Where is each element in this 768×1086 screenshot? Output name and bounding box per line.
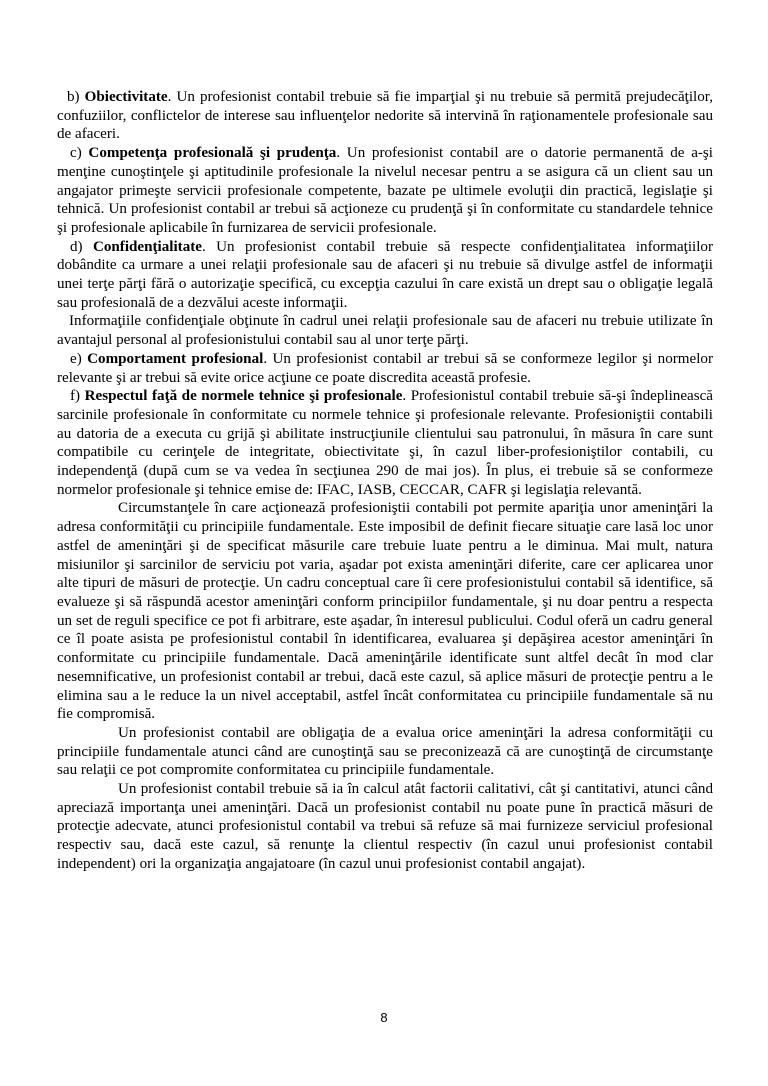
principle-confidentiality: d) Confidenţialitate. Un profesionist contabil trebuie să respecte confidenţialitatea informaţiilor dobândite ca urmare a unei relaţii profesionale sau de afaceri şi nu trebuie să divulge astfel de informaţii unei terţe părţi fără o autorizaţie specifică, cu excepţia cazului în care există un drept sau o obligaţie legală sau profesională de a dezvălui aceste informaţii.	[57, 238, 713, 311]
principle-term: Respectul faţă de normele tehnice şi profesionale	[84, 388, 403, 405]
paragraph: Un profesionist contabil trebuie să ia în calcul atât factorii calitativi, cât şi cantitativi, atunci când apreciază importanţa unei ameninţări. Dacă un profesionist contabil nu poate pune în practică măsuri de protecţie adecvate, atunci profesionistul contabil va trebui să refuze să mai furnizeze serviciul profesional respectiv sau, dacă este cazul, să renunţe la clientul respectiv (în cazul unui profesionist contabil independent) ori la organizaţia angajatoare (în cazul unui profesionist contabil angajat).	[57, 781, 713, 872]
paragraph: Circumstanţele în care acţionează profesioniştii contabili pot permite apariţia unor ameninţări la adresa conformităţii cu principiile fundamentale. Este imposibil de definit fiecare situaţie care lasă loc unor astfel de ameninţări şi de specificat măsurile care trebuie luate pentru a le diminua. Mai mult, natura misiunilor şi sarcinilor de serviciu pot varia, aşadar pot exista ameninţări diferite, care cer aplicarea unor alte tipuri de măsuri de protecţie. Un cadru conceptual care îi cere profesionistului contabil să identifice, să evalueze şi să răspundă acestor ameninţări conform principiilor fundamentale, şi nu doar pentru a respecta un set de reguli specifice ce pot fi arbitrare, este aşadar, în interesul publicului. Codul oferă un cadru general ce îl poate asista pe profesionistul contabil în identificarea, evaluarea şi depăşirea acestor ameninţări în conformitate cu principiile fundamentale. Dacă ameninţările identificate sunt altfel decât în mod clar nesemnificative, un profesionist contabil ar trebui, dacă este cazul, să aplice măsuri de protecţie pentru a le elimina sau a le reduce la un nivel acceptabil, astfel încât conformitatea cu principiile fundamentale să nu fie compromisă.	[57, 500, 713, 723]
principle-competence: c) Competenţa profesională şi prudenţa. Un profesionist contabil are o datorie permanentă de a-şi menţine cunoştinţele şi aptitudinile profesionale la nivelul necesar pentru a se asigura că un client sau un angajator primeşte servicii profesionale competente, bazate pe ultimele evoluţii din practică, legislaţie şi tehnică. Un profesionist contabil ar trebui să acţioneze cu prudenţă şi în conformitate cu standardele tehnice şi profesionale aplicabile în furnizarea de servicii profesionale.	[57, 145, 713, 236]
confidential-note: Informaţiile confidenţiale obţinute în cadrul unei relaţii profesionale sau de afaceri nu trebuie utilizate în avantajul personal al profesionistului contabil sau al unor terţe părţi.	[57, 313, 713, 349]
principle-objectivity: b) Obiectivitate. Un profesionist contabil trebuie să fie imparţial şi nu trebuie să permită prejudecăţilor, confuziilor, conflictelor de interese sau influenţelor nedorite să intervină în raţionamentele profesionale sau de afaceri.	[57, 89, 713, 143]
principle-term: Confidenţialitate	[92, 238, 202, 255]
principle-professional-behavior: e) Comportament profesional. Un profesionist contabil ar trebui să se conformeze legilor şi normelor relevante şi ar trebui să evite orice acţiune ce poate discredita această profesie.	[57, 350, 714, 386]
principle-term: Competenţa profesională şi prudenţa	[88, 145, 337, 162]
paragraph: Un profesionist contabil are obligaţia de a evalua orice ameninţări la adresa conformităţii cu principiile fundamentale atunci când are cunoştinţă sau se preconizează că are cunoştinţă de circumstanţe sau relaţii ce pot compromite conformitatea cu principiile fundamentale.	[57, 724, 713, 779]
principle-term: Comportament profesional	[87, 350, 264, 367]
document-body	[57, 88, 713, 874]
principle-technical-standards: f) Respectul faţă de normele tehnice şi profesionale. Profesionistul contabil trebuie să-şi îndeplinească sarcinile profesionale în conformitate cu normele tehnice şi profesionale relevante. Profesioniştii contabili au datoria de a executa cu grijă şi abilitate instrucţiunile clientului sau patronului, în măsura în care sunt compatibile cu cerinţele de integritate, obiectivitate şi, în cazul liber-profesioniştilor contabili, cu independenţă (după cum se va vedea în secţiunea 290 de mai jos). În plus, ei trebuie să se conformeze normelor profesionale şi tehnice emise de: IFAC, IASB, CECCAR, CAFR şi legislaţia relevantă.	[57, 388, 714, 498]
principle-term: Obiectivitate	[84, 89, 168, 105]
page-number: 8	[380, 1010, 388, 1025]
